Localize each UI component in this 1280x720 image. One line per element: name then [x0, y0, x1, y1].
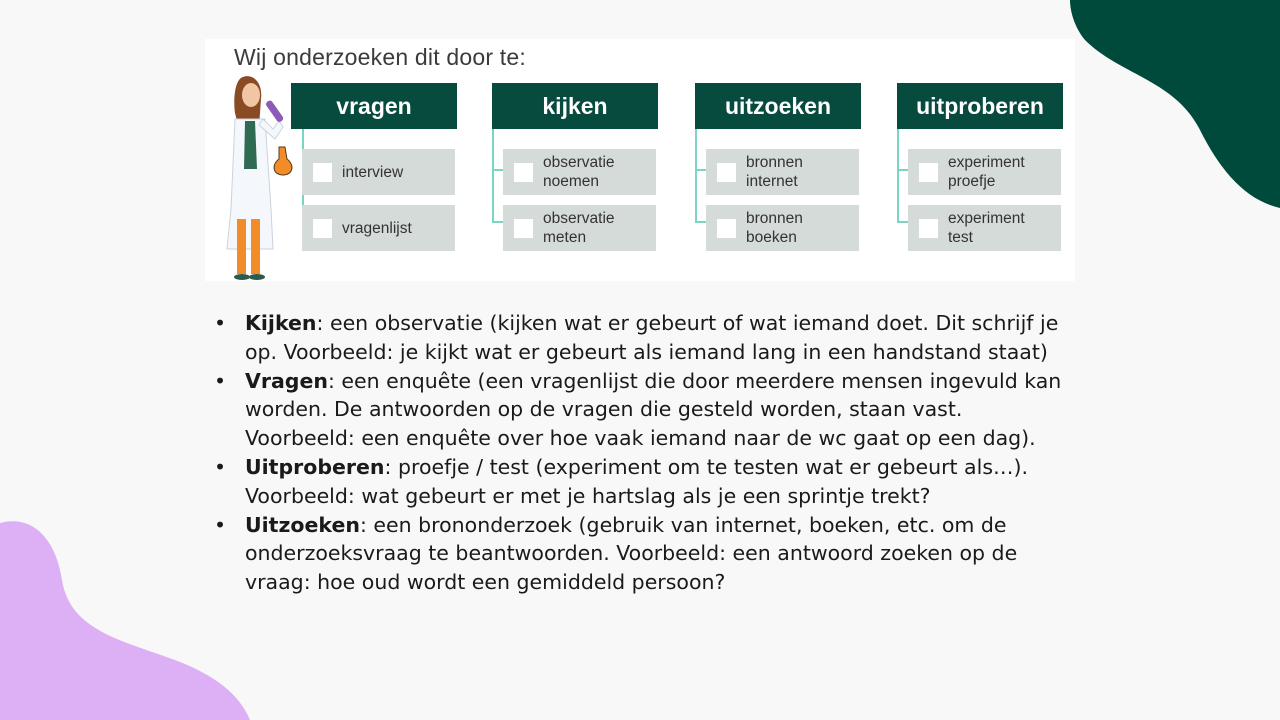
bullet-icon: • [214, 311, 227, 335]
option-label: experiment test [948, 210, 1025, 246]
term: Kijken [245, 311, 317, 335]
option-item [706, 205, 859, 251]
checkbox [919, 163, 938, 182]
checkbox [717, 219, 736, 238]
definition: : een brononderzoek (gebruik van internet, boeken, etc. om de onderzoeksvraag te beantwoorden. Voorbeeld: een antwoord zoeken op de vraag: hoe oud wordt een gemiddeld persoon? [245, 512, 1018, 595]
option-item [302, 205, 455, 251]
checkbox [717, 163, 736, 182]
list-item [214, 367, 1064, 453]
definition: : een enquête (een vragenlijst die door meerdere mensen ingevuld kan worden. De antwoorden op de vragen die gesteld worden, staan vast. Voorbeeld: een enquête over hoe vaak iemand naar de wc gaat op een dag). [245, 368, 1062, 451]
term: Uitproberen [245, 454, 385, 479]
column-vragen [291, 83, 457, 283]
list-item [214, 511, 1064, 597]
list-item [214, 309, 1064, 367]
option-item [503, 205, 656, 251]
bullet-icon: • [214, 512, 227, 537]
column-header: uitproberen [897, 83, 1063, 129]
option-item [706, 149, 859, 195]
option-label: observatie meten [543, 210, 615, 246]
option-item [302, 149, 455, 195]
option-label: bronnen boeken [746, 210, 803, 246]
connector-line [695, 129, 697, 221]
option-item [503, 149, 656, 195]
column-header: kijken [492, 83, 658, 129]
column-uitproberen [897, 83, 1063, 283]
column-header: uitzoeken [695, 83, 861, 129]
option-item [908, 149, 1061, 195]
bullet-icon: • [214, 454, 227, 479]
checkbox [313, 163, 332, 182]
connector-line [492, 129, 494, 221]
column-kijken [492, 83, 658, 283]
option-label: experiment proefje [948, 154, 1025, 190]
research-methods-diagram [205, 39, 1075, 281]
option-label: observatie noemen [543, 154, 615, 190]
checkbox [313, 219, 332, 238]
column-uitzoeken [695, 83, 861, 283]
connector-line [897, 129, 899, 221]
checkbox [514, 163, 533, 182]
green-corner-blob [1060, 0, 1280, 215]
definition: : proefje / test (experiment om te testen wat er gebeurt als…). Voorbeeld: wat gebeurt er met je hartslag als je een sprintje trekt? [245, 454, 1029, 508]
option-label: vragenlijst [342, 219, 412, 237]
option-label: interview [342, 163, 404, 181]
term: Uitzoeken [245, 512, 360, 537]
checkbox [919, 219, 938, 238]
definitions-list [214, 309, 1064, 597]
scientist-illustration [213, 69, 303, 284]
definition: : een observatie (kijken wat er gebeurt of wat iemand doet. Dit schrijf je op. Voorbeeld: je kijkt wat er gebeurt als iemand lang in een handstand staat) [245, 311, 1059, 364]
checkbox [514, 219, 533, 238]
option-label: bronnen internet [746, 154, 803, 190]
column-header: vragen [291, 83, 457, 129]
term: Vragen [245, 368, 328, 393]
bullet-icon: • [214, 368, 227, 393]
diagram-title: Wij onderzoeken dit door te: [234, 44, 526, 70]
option-item [908, 205, 1061, 251]
list-item [214, 453, 1064, 511]
